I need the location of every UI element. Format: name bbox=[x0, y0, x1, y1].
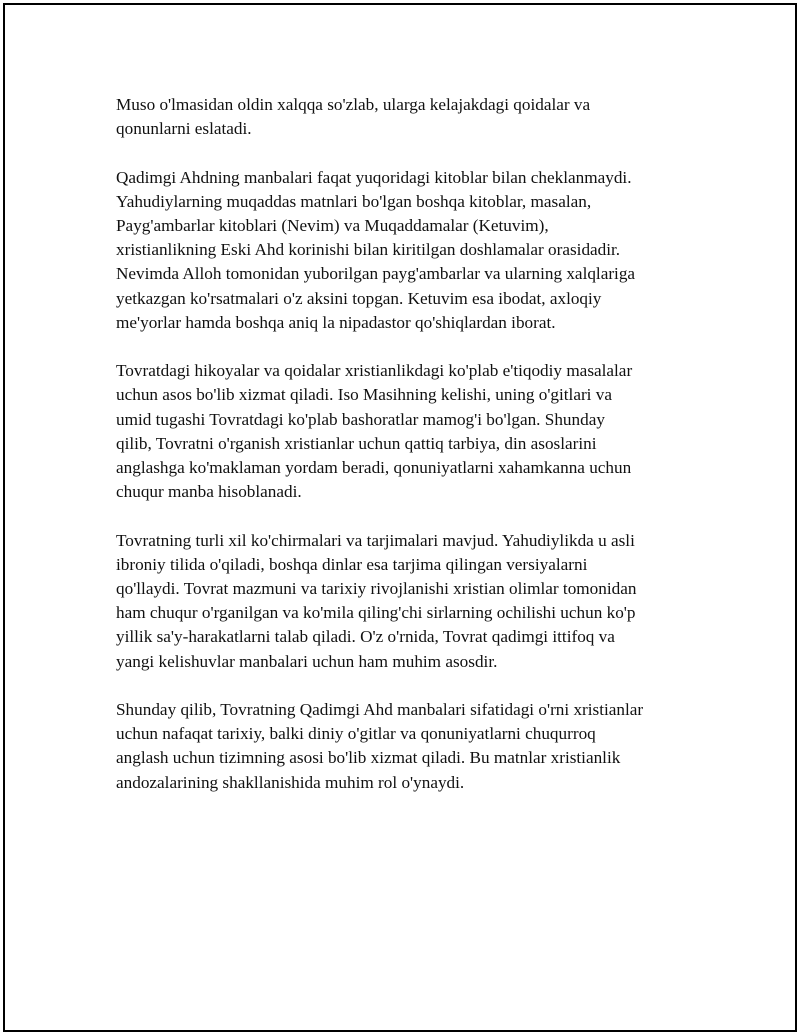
paragraph-3: Tovratdagi hikoyalar va qoidalar xristianlikdagi ko'plab e'tiqodiy masalalar uchun asos bo'lib xizmat qiladi. Iso Masihning kelishi, uning o'gitlari va umid tugashi Tovratdagi ko'plab bashoratlar mamog'i bo'lgan. Shunday qilib, Tovratni o'rganish xristianlar uchun qattiq tarbiya, din asoslarini anglashga ko'maklaman yordam beradi, qonuniyatlarni xahamkanna uchun chuqur manba hisoblanadi. bbox=[116, 361, 633, 502]
paragraph-2: Qadimgi Ahdning manbalari faqat yuqoridagi kitoblar bilan cheklanmaydi. Yahudiylarning muqaddas matnlari bo'lgan boshqa kitoblar, masalan, Payg'ambarlar kitoblari (Nevim) va Muqaddamalar (Ketuvim), xristianlikning Eski Ahd korinishi bilan kiritilgan doshlamalar orasidadir. Nevimda Alloh tomonidan yuborilgan payg'ambarlar va ularning xalqlariga yetkazgan ko'rsatmalari o'z aksini topgan. Ketuvim esa ibodat, axloqiy me'yorlar hamda boshqa aniq la nipadastor qo'shiqlardan iborat. bbox=[116, 167, 636, 332]
document-body bbox=[116, 93, 696, 819]
paragraph-1: Muso o'lmasidan oldin xalqqa so'zlab, ularga kelajakdagi qoidalar va qonunlarni eslatadi. bbox=[116, 95, 591, 139]
paragraph-4: Tovratning turli xil ko'chirmalari va tarjimalari mavjud. Yahudiylikda u asli ibroniy tilida o'qiladi, boshqa dinlar esa tarjima qilingan versiyalarni qo'llaydi. Tovrat mazmuni va tarixiy rivojlanishi xristian olimlar tomonidan ham chuqur o'rganilgan va ko'mila qiling'chi sirlarning ochilishi uchun ko'p yillik sa'y-harakatlarni talab qiladi. O'z o'rnida, Tovrat qadimgi ittifoq va yangi kelishuvlar manbalari uchun ham muhim asosdir. bbox=[116, 530, 637, 671]
paragraph-5: Shunday qilib, Tovratning Qadimgi Ahd manbalari sifatidagi o'rni xristianlar uchun nafaqat tarixiy, balki diniy o'gitlar va qonuniyatlarni chuqurroq anglash uchun tizimning asosi bo'lib xizmat qiladi. Bu matnlar xristianlik andozalarining shakllanishida muhim rol o'ynaydi. bbox=[116, 700, 644, 792]
